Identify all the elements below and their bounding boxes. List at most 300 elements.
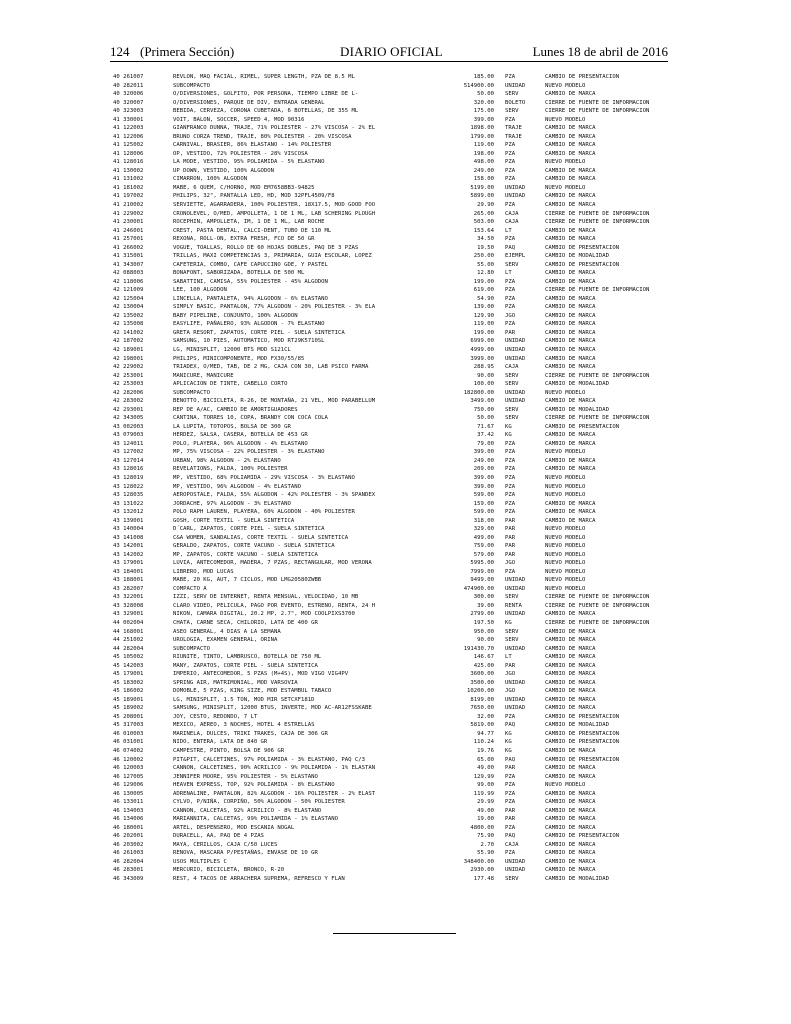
item-unit: PZA	[505, 236, 516, 243]
item-unit: SERV	[505, 406, 519, 413]
item-description: EASYLIFE, PAÑALERO, 93% ALGODON - 7% ELASTANO	[173, 321, 325, 328]
item-description: MARIANNITA, CALCETAS, 99% POLIAMIDA - 1% ELASTANO	[173, 816, 339, 823]
item-unit: PAR	[505, 662, 516, 669]
item-unit: PZA	[505, 509, 516, 516]
table-row	[113, 406, 673, 415]
table-row	[113, 397, 673, 406]
item-price: 50.00	[477, 415, 494, 422]
change-reason: CAMBIO DE PRESENTACION	[545, 833, 620, 840]
item-unit: KG	[505, 620, 512, 626]
change-reason: CAMBIO DE MARCA	[545, 329, 596, 336]
item-description: ASEO GENERAL, 4 DIAS A LA SEMANA	[173, 628, 281, 635]
item-code: 41 315001	[113, 253, 144, 260]
item-price: 129.99	[473, 773, 494, 780]
item-unit: PAR	[505, 329, 516, 336]
item-description: GIANFRANCO DUNNA, TRAJE, 71% POLIESTER - 27% VISCOSA - 2% EL	[173, 125, 376, 132]
item-unit: BOLETO	[505, 99, 526, 106]
change-reason: CAMBIO DE MARCA	[545, 278, 596, 285]
item-price: 399.00	[473, 449, 494, 456]
item-unit: TRAJE	[505, 125, 522, 132]
item-code: 45 189002	[113, 705, 144, 712]
item-unit: UNIDAD	[505, 398, 526, 405]
item-unit: LT	[505, 227, 512, 234]
change-reason: CAMBIO DE MARCA	[545, 236, 596, 243]
item-unit: PZA	[505, 295, 516, 302]
table-row	[113, 858, 673, 867]
table-row	[113, 440, 673, 449]
item-unit: PAR	[505, 526, 516, 533]
item-code: 42 187002	[113, 338, 144, 345]
table-row	[113, 465, 673, 474]
change-reason: CAMBIO DE PRESENTACION	[545, 261, 620, 268]
item-code: 43 282007	[113, 585, 144, 592]
table-row	[113, 431, 673, 440]
item-price: 50.00	[477, 91, 494, 98]
table-row	[113, 798, 673, 807]
item-price: 185.00	[473, 74, 494, 80]
item-unit: RENTA	[505, 602, 522, 609]
item-description: PHILIPS, MINICOMPONENTE, MOD FX30/55/85	[173, 355, 305, 362]
item-unit: PZA	[505, 321, 516, 328]
change-reason: CAMBIO DE MARCA	[545, 133, 596, 140]
item-unit: SERV	[505, 261, 519, 268]
item-price: 55.00	[477, 261, 494, 268]
item-unit: PZA	[505, 167, 516, 174]
change-reason: CAMBIO DE MARCA	[545, 167, 596, 174]
item-price: 329.00	[473, 526, 494, 533]
item-description: UP DOWN, VESTIDO, 100% ALGODON	[173, 167, 275, 174]
table-row	[113, 124, 673, 133]
item-description: MANY, ZAPATOS, CORTE PIEL - SUELA SINTETICA	[173, 662, 318, 669]
table-row	[113, 457, 673, 466]
item-unit: LT	[505, 654, 512, 661]
table-row	[113, 636, 673, 645]
item-unit: LT	[505, 270, 512, 277]
table-row	[113, 175, 673, 184]
item-unit: UNIDAD	[505, 867, 526, 874]
item-code: 45 142003	[113, 662, 144, 669]
item-description: SUBCOMPACTO	[173, 389, 211, 396]
item-code: 42 125004	[113, 295, 144, 302]
change-reason: CIERRE DE FUENTE DE INFORMACION	[545, 415, 650, 422]
item-description: CANTINA, TORRES 10, COPA, BRANDY CON COCA COLA	[173, 415, 328, 422]
item-price: 498.00	[473, 159, 494, 166]
change-reason: CAMBIO DE MARCA	[545, 355, 596, 362]
item-price: 759.00	[473, 543, 494, 550]
change-reason: NUEVO MODELO	[545, 449, 586, 456]
item-description: REXONA, ROLL-ON, EXTRA FRESH, FCO DE 50 GR	[173, 236, 315, 243]
table-row	[113, 116, 673, 125]
table-row	[113, 653, 673, 662]
item-code: 46 283001	[113, 867, 144, 874]
change-reason: CIERRE DE FUENTE DE INFORMACION	[545, 620, 650, 626]
item-price: 8199.00	[470, 696, 494, 703]
item-price: 503.00	[473, 219, 494, 226]
table-row	[113, 517, 673, 526]
change-reason: NUEVO MODELO	[545, 82, 586, 89]
item-code: 41 230001	[113, 219, 144, 226]
item-price: 94.77	[477, 730, 494, 737]
table-row	[113, 645, 673, 654]
item-unit: PZA	[505, 176, 516, 183]
table-row	[113, 730, 673, 739]
table-row	[113, 738, 673, 747]
item-code: 42 253003	[113, 381, 144, 388]
item-code: 42 229002	[113, 364, 144, 371]
item-unit: UNIDAD	[505, 585, 526, 592]
item-description: JORDACHE, 97% ALGODON - 3% ELASTANO	[173, 500, 291, 507]
item-description: REST, 4 TACOS DE ARRACHERA SUPREMA, REFRESCO Y FLAN	[173, 875, 345, 882]
item-unit: SERV	[505, 594, 519, 601]
item-unit: PZA	[505, 287, 516, 294]
item-price: 32.00	[477, 713, 494, 720]
change-reason: CAMBIO DE MARCA	[545, 679, 596, 686]
item-unit: PZA	[505, 116, 516, 123]
item-code: 42 130004	[113, 304, 144, 311]
item-code: 46 129006	[113, 782, 144, 789]
item-code: 42 088003	[113, 270, 144, 277]
item-description: HEAVEN EXPRESS, TOP, 92% POLIAMIDA - 8% ELASTANO	[173, 782, 335, 789]
item-price: 3999.00	[470, 355, 494, 362]
item-price: 2930.00	[470, 867, 494, 874]
item-description: JENNIFER MOORE, 95% POLIESTER - 5% ELASTANO	[173, 773, 318, 780]
item-code: 42 189001	[113, 347, 144, 353]
table-row	[113, 303, 673, 312]
change-reason: CAMBIO DE MARCA	[545, 662, 596, 669]
item-price: 153.64	[473, 227, 494, 234]
item-code: 41 130002	[113, 167, 144, 174]
table-row	[113, 448, 673, 457]
item-price: 71.67	[477, 423, 494, 430]
table-row	[113, 593, 673, 602]
item-price: 9499.00	[470, 577, 494, 584]
change-reason: CAMBIO DE MARCA	[545, 637, 596, 644]
item-code: 43 128035	[113, 492, 144, 499]
item-code: 40 320007	[113, 99, 144, 106]
item-description: LG, MINISPLIT, 1.5 TON, MOD MIR SETCXF181D	[173, 696, 315, 703]
item-unit: PZA	[505, 474, 516, 481]
item-code: 43 142001	[113, 543, 144, 550]
item-description: MP, ZAPATOS, CORTE VACUNO - SUELA SINTETICA	[173, 551, 318, 558]
item-price: 250.00	[473, 253, 494, 260]
item-unit: JGO	[505, 312, 516, 319]
item-price: 7650.00	[470, 705, 494, 712]
item-code: 41 122006	[113, 133, 144, 140]
item-code: 43 128019	[113, 474, 144, 481]
item-code: 41 229002	[113, 210, 144, 217]
item-price: 37.42	[477, 432, 494, 439]
item-description: BEBIDA, CERVEZA, CORONA CUBETADA, 6 BOTELLAS, DE 355 ML	[173, 108, 359, 115]
change-reason: CAMBIO DE MARCA	[545, 227, 596, 234]
table-row	[113, 628, 673, 637]
item-code: 41 266002	[113, 244, 144, 251]
change-reason: CAMBIO DE MARCA	[545, 850, 596, 857]
change-reason: CAMBIO DE MARCA	[545, 517, 596, 524]
change-reason: CAMBIO DE MODALIDAD	[545, 875, 609, 882]
table-row	[113, 764, 673, 773]
item-description: REVELATIONS, FALDA, 100% POLIESTER	[173, 466, 288, 473]
table-row	[113, 320, 673, 329]
item-code: 43 140004	[113, 526, 144, 533]
item-code: 41 197002	[113, 193, 144, 200]
item-code: 46 120003	[113, 765, 144, 772]
table-row	[113, 866, 673, 875]
item-code: 40 320006	[113, 91, 144, 98]
item-code: 46 133011	[113, 799, 144, 806]
item-description: PHILIPS, 32", PANTALLA LED, HD, MOD 32PFL4509/F8	[173, 193, 335, 200]
item-description: OP, VESTIDO, 72% POLIESTER - 28% VISCOSA	[173, 150, 308, 157]
table-row	[113, 192, 673, 201]
table-row	[113, 790, 673, 799]
item-description: TRILLAS, MAXI COMPETENCIAS 3, PRIMARIA, GUIA ESCOLAR, LOPEZ	[173, 253, 372, 260]
item-unit: PZA	[505, 457, 516, 464]
item-price: 2.70	[480, 841, 494, 848]
table-row	[113, 491, 673, 500]
item-description: CARNIVAL, BRASIER, 86% ELASTANO - 14% POLIESTER	[173, 142, 332, 149]
item-description: CYLVO, P/NIÑA, CORPIÑO, 50% ALGODON - 50% POLIESTER	[173, 799, 345, 806]
item-description: LINCELLA, PANTALETA, 94% ALGODON - 6% ELASTANO	[173, 295, 328, 302]
change-reason: CAMBIO DE MARCA	[545, 338, 596, 345]
item-description: ADRENALINE, PANTALON, 82% ALGODON - 16% POLIESTER - 2% ELAST	[173, 790, 376, 797]
item-code: 43 079003	[113, 432, 144, 439]
item-code: 46 130005	[113, 790, 144, 797]
item-unit: UNIDAD	[505, 82, 526, 89]
table-row	[113, 508, 673, 517]
change-reason: NUEVO MODELO	[545, 568, 586, 575]
change-reason: CAMBIO DE MARCA	[545, 347, 596, 353]
item-description: TRIADEX, O/MED, TAB, DE 2 MG, CAJA CON 30, LAB PSICO FARMA	[173, 364, 369, 371]
change-reason: NUEVO MODELO	[545, 483, 586, 490]
table-row	[113, 99, 673, 108]
table-row	[113, 312, 673, 321]
item-price: 146.67	[473, 654, 494, 661]
item-unit: PZA	[505, 449, 516, 456]
table-row	[113, 841, 673, 850]
item-price: 75.90	[477, 833, 494, 840]
item-description: USOS MULTIPLES C	[173, 858, 227, 865]
change-reason: NUEVO MODELO	[545, 116, 586, 123]
item-price: 19.50	[477, 244, 494, 251]
item-code: 40 261007	[113, 74, 144, 80]
item-price: 191430.70	[463, 645, 494, 652]
item-price: 199.00	[473, 329, 494, 336]
item-code: 46 120002	[113, 756, 144, 763]
table-row	[113, 414, 673, 423]
change-reason: CAMBIO DE MARCA	[545, 304, 596, 311]
item-price: 209.00	[473, 466, 494, 473]
item-code: 43 132012	[113, 509, 144, 516]
item-description: D´CARL, ZAPATOS, CORTE PIEL - SUELA SINTETICA	[173, 526, 325, 533]
item-price: 599.00	[473, 492, 494, 499]
table-row	[113, 73, 673, 82]
item-code: 42 135008	[113, 321, 144, 328]
item-price: 29.90	[477, 201, 494, 208]
item-unit: PZA	[505, 483, 516, 490]
item-price: 19.00	[477, 816, 494, 823]
item-description: MERCURIO, BICICLETA, BRONCO, R-20	[173, 867, 285, 874]
change-reason: CAMBIO DE MARCA	[545, 270, 596, 277]
item-price: 425.00	[473, 662, 494, 669]
item-description: CANNON, CALCETAS, 92% ACRILICO - 8% ELASTANO	[173, 807, 322, 814]
item-description: MP, VESTIDO, 96% ALGODON - 4% ELASTANO	[173, 483, 301, 490]
item-unit: SERV	[505, 381, 519, 388]
table-row	[113, 141, 673, 150]
item-unit: CAJA	[505, 219, 519, 226]
change-reason: CIERRE DE FUENTE DE INFORMACION	[545, 372, 650, 379]
item-unit: UNIDAD	[505, 858, 526, 865]
item-unit: UNIDAD	[505, 705, 526, 712]
change-reason: CAMBIO DE PRESENTACION	[545, 74, 620, 80]
table-row	[113, 824, 673, 833]
item-unit: PZA	[505, 466, 516, 473]
table-row	[113, 585, 673, 594]
item-description: RIUNITE, TINTO, LAMBRUSCO, BOTELLA DE 750 ML	[173, 654, 322, 661]
item-unit: PZA	[505, 278, 516, 285]
item-price: 49.00	[477, 807, 494, 814]
change-reason: CAMBIO DE PRESENTACION	[545, 423, 620, 430]
item-price: 348400.00	[463, 858, 494, 865]
item-description: CANNON, CALCETINES, 90% ACRILICO - 9% POLIAMIDA - 1% ELASTAN	[173, 765, 376, 772]
change-reason: CAMBIO DE PRESENTACION	[545, 713, 620, 720]
item-price: 3499.00	[470, 398, 494, 405]
item-description: MARINELA, DULCES, TRIKI TRAKES, CAJA DE 306 GR	[173, 730, 328, 737]
change-reason: CAMBIO DE MARCA	[545, 799, 596, 806]
change-reason: CAMBIO DE MARCA	[545, 91, 596, 98]
item-code: 43 127014	[113, 457, 144, 464]
table-row	[113, 534, 673, 543]
item-price: 79.00	[477, 440, 494, 447]
change-reason: CAMBIO DE MARCA	[545, 705, 596, 712]
table-row	[113, 372, 673, 381]
item-price: 7999.00	[470, 568, 494, 575]
item-unit: PZA	[505, 500, 516, 507]
item-code: 44 251002	[113, 637, 144, 644]
item-description: O/DIVERSIONES, PARQUE DE DIV, ENTRADA GENERAL	[173, 99, 325, 106]
item-price: 2799.00	[470, 611, 494, 618]
item-unit: PZA	[505, 782, 516, 789]
item-code: 42 135002	[113, 312, 144, 319]
item-price: 300.00	[473, 594, 494, 601]
change-reason: CAMBIO DE MARCA	[545, 765, 596, 772]
item-code: 42 293001	[113, 406, 144, 413]
item-description: CIMARRON, 100% ALGODON	[173, 176, 248, 183]
table-row	[113, 500, 673, 509]
change-reason: CAMBIO DE MARCA	[545, 645, 596, 652]
item-description: BONAFONT, SABORIZADA, BOTELLA DE 500 ML	[173, 270, 305, 277]
item-code: 45 183002	[113, 679, 144, 686]
item-unit: UNIDAD	[505, 611, 526, 618]
item-description: CAMPESTRE, PINTO, BOLSA DE 906 GR	[173, 747, 285, 754]
item-code: 41 128006	[113, 150, 144, 157]
item-price: 750.00	[473, 406, 494, 413]
item-description: C&A WOMEN, SANDALIAS, CORTE TEXTIL - SUELA SINTETICA	[173, 534, 349, 541]
change-reason: CAMBIO DE MARCA	[545, 193, 596, 200]
table-row	[113, 807, 673, 816]
item-unit: KG	[505, 730, 512, 737]
table-row	[113, 184, 673, 193]
item-price: 499.00	[473, 534, 494, 541]
item-unit: PAR	[505, 807, 516, 814]
item-price: 90.00	[477, 372, 494, 379]
item-description: BRUNO CORZA TREND, TRAJE, 80% POLIESTER - 20% VISCOSA	[173, 133, 352, 140]
item-description: SABATTINI, CAMISA, 55% POLIESTER - 45% ALGODON	[173, 278, 328, 285]
table-row	[113, 721, 673, 730]
item-description: GRETA RESORT, ZAPATOS, CORTE PIEL - SUELA SINTETICA	[173, 329, 345, 336]
item-unit: PZA	[505, 74, 516, 80]
change-reason: NUEVO MODELO	[545, 492, 586, 499]
item-price: 90.00	[477, 637, 494, 644]
item-description: ROCEPHIN, AMPOLLETA, IM, 1 DE 1 ML, LAB ROCHE	[173, 219, 325, 226]
item-price: 119.99	[473, 790, 494, 797]
item-description: MABE, 6 QUEM, C/HORNO, MOD EM7658BB3-94825	[173, 184, 315, 191]
change-reason: NUEVO MODELO	[545, 577, 586, 584]
item-unit: KG	[505, 423, 512, 430]
item-unit: PZA	[505, 799, 516, 806]
item-unit: PZA	[505, 824, 516, 831]
table-row	[113, 773, 673, 782]
item-description: LA MODE, VESTIDO, 95% POLIAMIDA - 5% ELASTANO	[173, 159, 325, 166]
table-row	[113, 423, 673, 432]
item-price: 399.00	[473, 483, 494, 490]
item-unit: CAJA	[505, 841, 519, 848]
item-unit: JGO	[505, 671, 516, 678]
table-row	[113, 201, 673, 210]
item-price: 177.48	[473, 875, 494, 882]
item-code: 45 179001	[113, 671, 144, 678]
item-description: HERDEZ, SALSA, CASERA, BOTELLA DE 453 GR	[173, 432, 308, 439]
change-reason: CIERRE DE FUENTE DE INFORMACION	[545, 210, 650, 217]
item-code: 42 343005	[113, 415, 144, 422]
item-price: 10200.00	[467, 688, 494, 695]
item-unit: PAR	[505, 765, 516, 772]
item-code: 46 180001	[113, 824, 144, 831]
change-reason: CAMBIO DE PRESENTACION	[545, 730, 620, 737]
change-reason: CAMBIO DE PRESENTACION	[545, 756, 620, 763]
item-unit: KG	[505, 739, 512, 746]
item-description: CHATA, CARNE SECA, CHILORIO, LATA DE 400 GR	[173, 620, 318, 626]
item-description: O/DIVERSIONES, GOLFITO, POR PERSONA, TIEMPO LIBRE DE L-	[173, 91, 359, 98]
change-reason: CAMBIO DE MARCA	[545, 867, 596, 874]
item-price: 6999.00	[470, 338, 494, 345]
item-code: 41 122003	[113, 125, 144, 132]
item-code: 40 282011	[113, 82, 144, 89]
item-unit: PZA	[505, 713, 516, 720]
item-description: SAMSUNG, 10 PIES, AUTOMATICO, MOD RT29K5710SL	[173, 338, 325, 345]
item-price: 175.00	[473, 108, 494, 115]
change-reason: CAMBIO DE MARCA	[545, 816, 596, 823]
item-code: 44 168001	[113, 628, 144, 635]
item-description: LIBRERO, MOD LUCAS	[173, 568, 234, 575]
header-rule	[110, 61, 668, 62]
table-row	[113, 295, 673, 304]
item-price: 5819.00	[470, 722, 494, 729]
table-row	[113, 559, 673, 568]
item-description: REP DE A/AC, CAMBIO DE AMORTIGUADORES	[173, 406, 298, 413]
item-code: 43 131022	[113, 500, 144, 507]
table-row	[113, 346, 673, 355]
item-description: URBAN, 98% ALGODON - 2% ELASTANO	[173, 457, 281, 464]
item-code: 43 322001	[113, 594, 144, 601]
change-reason: CAMBIO DE MARCA	[545, 125, 596, 132]
item-code: 43 124011	[113, 440, 144, 447]
item-code: 43 179001	[113, 560, 144, 567]
item-description: DURACELL, AA, PAQ DE 4 PZAS	[173, 833, 264, 840]
table-row	[113, 849, 673, 858]
item-price: 4800.00	[470, 824, 494, 831]
item-description: SUBCOMPACTO	[173, 82, 211, 89]
item-code: 43 139001	[113, 517, 144, 524]
item-price: 950.00	[473, 628, 494, 635]
